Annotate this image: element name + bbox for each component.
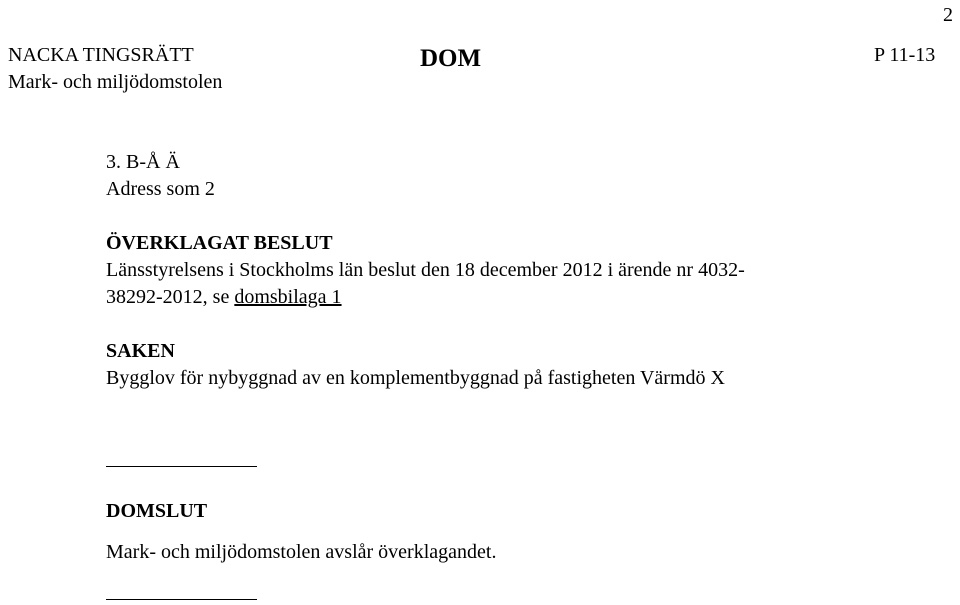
page-number: 2 [943, 4, 953, 26]
section-divider [106, 599, 257, 600]
party-name: 3. B-Å Ä [106, 151, 180, 173]
appealed-decision-text-prefix: 38292-2012, se [106, 286, 235, 308]
document-type-title: DOM [420, 45, 482, 72]
judgment-heading: DOMSLUT [106, 500, 208, 522]
party-address: Adress som 2 [106, 178, 215, 200]
attachment-link[interactable]: domsbilaga 1 [234, 286, 342, 308]
case-number: P 11-13 [874, 44, 936, 66]
section-divider [106, 466, 257, 467]
appealed-decision-text-line1: Länsstyrelsens i Stockholms län beslut den 18 december 2012 i ärende nr 4032- [106, 259, 745, 281]
matter-text: Bygglov för nybyggnad av en komplementbyggnad på fastigheten Värmdö X [106, 367, 725, 389]
court-department: Mark- och miljödomstolen [8, 71, 223, 93]
appealed-decision-text-line2 [106, 287, 342, 307]
matter-heading: SAKEN [106, 340, 175, 362]
judgment-text: Mark- och miljödomstolen avslår överklagandet. [106, 541, 497, 563]
appealed-decision-heading: ÖVERKLAGAT BESLUT [106, 232, 333, 254]
court-name: NACKA TINGSRÄTT [8, 44, 194, 66]
